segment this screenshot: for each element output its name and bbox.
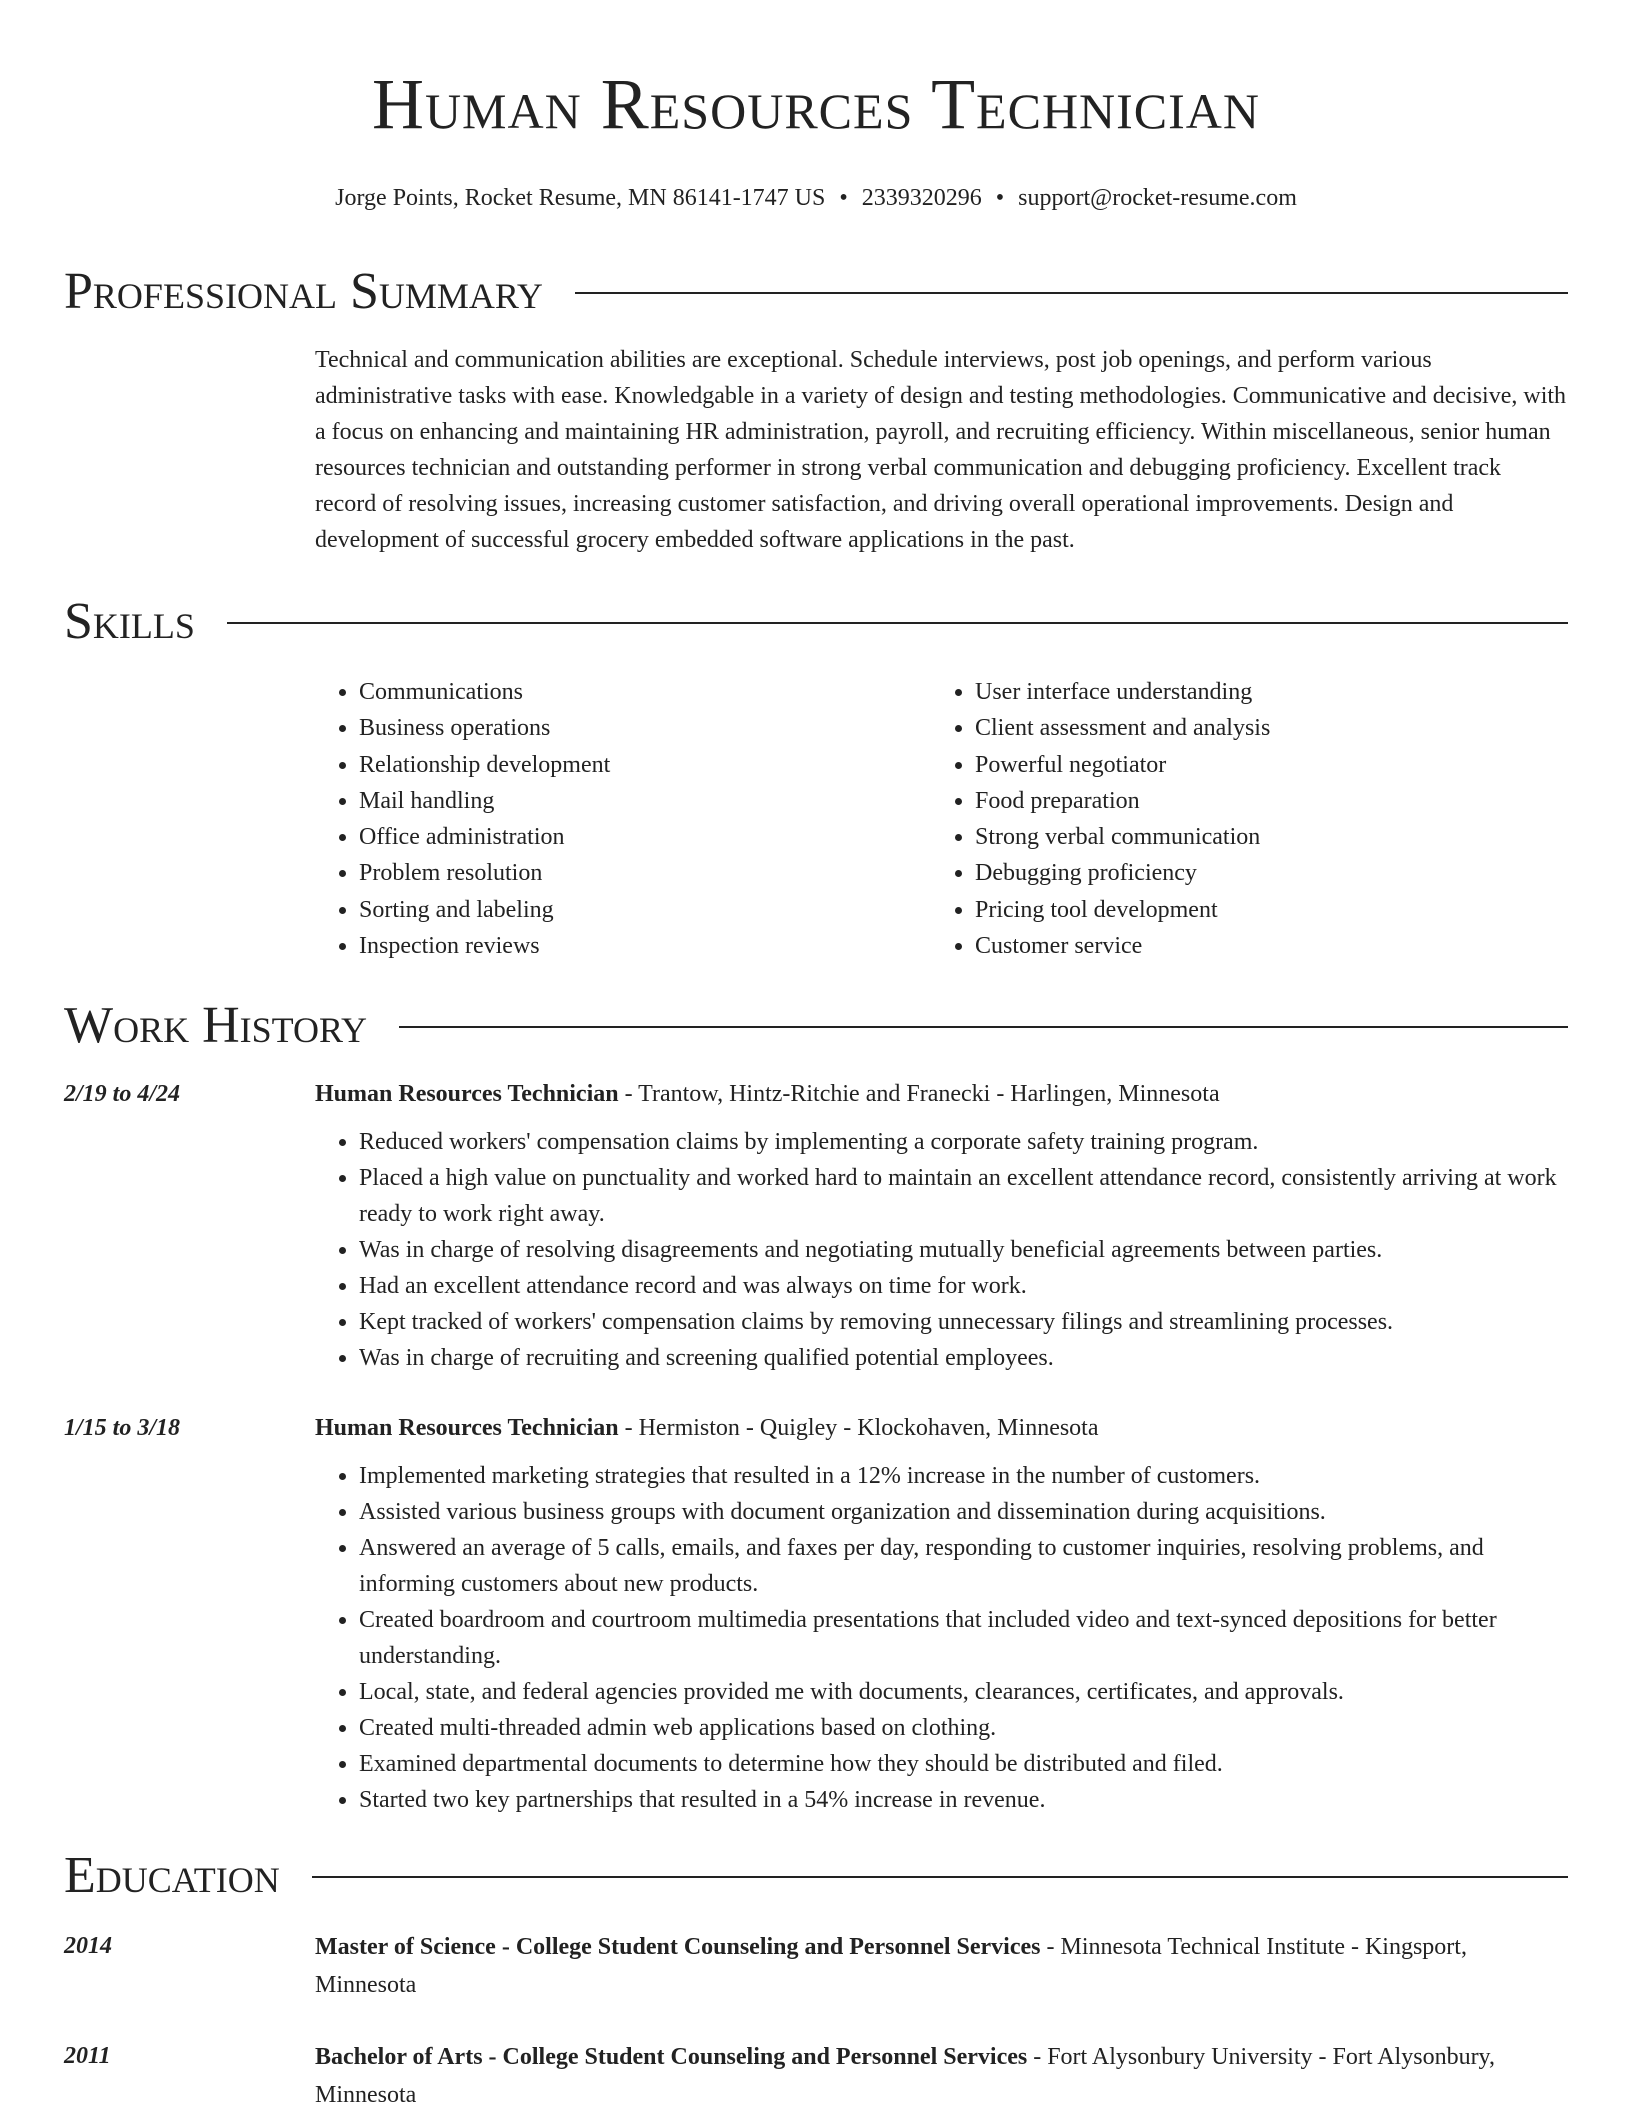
job-entry xyxy=(64,1076,1568,1376)
section-title-summary: Professional Summary xyxy=(64,263,543,320)
skills-list-left xyxy=(315,674,931,964)
skill-item: • Mail handling xyxy=(359,783,931,819)
contact-line xyxy=(64,182,1568,214)
job-heading xyxy=(315,1076,1568,1112)
skill-item: • Pricing tool development xyxy=(975,892,1270,928)
job-bullet: • Reduced workers' compensation claims by implementing a corporate safety training program. xyxy=(359,1124,1568,1160)
job-details xyxy=(315,1458,1568,1818)
section-title-skills: Skills xyxy=(64,593,195,650)
skill-item: • User interface understanding xyxy=(975,674,1270,710)
section-divider xyxy=(575,292,1568,294)
contact-email: support@rocket-resume.com xyxy=(1018,185,1297,211)
section-header xyxy=(64,990,1568,1062)
section-divider xyxy=(399,1026,1568,1028)
candidate-name: Human Resources Technician xyxy=(371,64,1261,144)
job-details xyxy=(315,1124,1568,1376)
contact-separator: • xyxy=(995,185,1005,211)
education-section xyxy=(64,1840,1568,2114)
summary-text: Technical and communication abilities are exceptional. Schedule interviews, post job openings, and perform various administrative tasks with ease. Knowledgable in a variety of design and testing methodologies. Communicative and decisive, with a focus on enhancing and maintaining HR administration, payroll, and recruiting efficiency. Within miscellaneous, senior human resources technician and outstanding performer in strong verbal communication and debugging proficiency. Excellent track record of resolving issues, increasing customer satisfaction, and driving overall operational improvements. Design and development of successful grocery embedded software applications in the past. xyxy=(315,347,1567,553)
job-bullet: • Started two key partnerships that resulted in a 54% increase in revenue. xyxy=(359,1782,1568,1818)
skill-item: • Powerful negotiator xyxy=(975,747,1270,783)
education-entry xyxy=(64,2038,1568,2114)
education-details xyxy=(315,1928,1568,2004)
job-title: Human Resources Technician xyxy=(315,1415,619,1442)
job-bullet: • Placed a high value on punctuality and worked hard to maintain an excellent attendance record, consistently arriving at work ready to work right away. xyxy=(359,1160,1568,1232)
job-bullet: • Answered an average of 5 calls, emails, and faxes per day, responding to customer inquiries, resolving problems, and informing customers about new products. xyxy=(359,1530,1568,1602)
job-dates: 1/15 to 3/18 xyxy=(64,1415,181,1442)
section-title-work: Work History xyxy=(64,997,368,1055)
skill-item: • Communications xyxy=(359,674,931,710)
section-title-education: Education xyxy=(64,1847,280,1905)
skill-item: • Food preparation xyxy=(975,783,1270,819)
skill-item: • Problem resolution xyxy=(359,855,931,891)
job-bullet: • Had an excellent attendance record and was always on time for work. xyxy=(359,1268,1568,1304)
summary-section xyxy=(64,256,1568,558)
job-bullet: • Created boardroom and courtroom multimedia presentations that included video and text-synced depositions for better understanding. xyxy=(359,1602,1568,1674)
contact-address: Jorge Points, Rocket Resume, MN 86141-1747 US xyxy=(335,185,826,211)
skills-list-right xyxy=(931,674,1270,964)
education-year: 2014 xyxy=(64,1933,112,1960)
job-bullet: • Kept tracked of workers' compensation claims by removing unnecessary filings and streamlining processes. xyxy=(359,1304,1568,1340)
job-header xyxy=(64,1076,1568,1112)
skill-item: • Debugging proficiency xyxy=(975,855,1270,891)
job-header xyxy=(64,1410,1568,1446)
skill-item: • Business operations xyxy=(359,710,931,746)
skill-item: • Relationship development xyxy=(359,747,931,783)
job-bullets xyxy=(315,1124,1568,1376)
job-bullet: • Implemented marketing strategies that resulted in a 12% increase in the number of customers. xyxy=(359,1458,1568,1494)
section-header xyxy=(64,1840,1568,1912)
skill-item: • Customer service xyxy=(975,928,1270,964)
section-divider xyxy=(227,622,1568,624)
job-employer: - Trantow, Hintz-Ritchie and Franecki - Harlingen, Minnesota xyxy=(618,1081,1220,1108)
education-school: - Minnesota Technical Institute - Kingsport, Minnesota xyxy=(315,1934,1467,1999)
work-history-section xyxy=(64,990,1568,1818)
section-header xyxy=(64,586,1568,658)
skill-item: • Client assessment and analysis xyxy=(975,710,1270,746)
job-bullet: • Examined departmental documents to determine how they should be distributed and filed. xyxy=(359,1746,1568,1782)
contact-separator: • xyxy=(839,185,848,211)
job-bullet: • Assisted various business groups with document organization and dissemination during acquisitions. xyxy=(359,1494,1568,1530)
skill-item: • Office administration xyxy=(359,819,931,855)
job-entry xyxy=(64,1410,1568,1818)
education-details xyxy=(315,2038,1568,2114)
job-bullet: • Was in charge of recruiting and screening qualified potential employees. xyxy=(359,1340,1568,1376)
job-title: Human Resources Technician xyxy=(315,1081,619,1108)
education-school: - Fort Alysonbury University - Fort Alysonbury, Minnesota xyxy=(315,2044,1495,2109)
job-heading xyxy=(315,1410,1568,1446)
job-bullet: • Local, state, and federal agencies provided me with documents, clearances, certificates, and approvals. xyxy=(359,1674,1568,1710)
skills-columns xyxy=(315,674,1568,964)
education-degree: Master of Science - College Student Counseling and Personnel Services xyxy=(315,1934,1041,1961)
skill-item: • Sorting and labeling xyxy=(359,892,931,928)
job-bullet: • Was in charge of resolving disagreements and negotiating mutually beneficial agreements between parties. xyxy=(359,1232,1568,1268)
contact-phone: 2339320296 xyxy=(861,185,982,211)
job-bullets xyxy=(315,1458,1568,1818)
education-degree: Bachelor of Arts - College Student Counseling and Personnel Services xyxy=(315,2044,1028,2071)
skills-section xyxy=(64,586,1568,964)
education-year: 2011 xyxy=(64,2043,111,2070)
job-employer: - Hermiston - Quigley - Klockohaven, Minnesota xyxy=(618,1415,1099,1442)
education-entry xyxy=(64,1928,1568,2004)
skill-item: • Inspection reviews xyxy=(359,928,931,964)
section-header xyxy=(64,256,1568,328)
section-divider xyxy=(312,1876,1568,1878)
job-dates: 2/19 to 4/24 xyxy=(64,1081,181,1108)
job-bullet: • Created multi-threaded admin web applications based on clothing. xyxy=(359,1710,1568,1746)
skill-item: • Strong verbal communication xyxy=(975,819,1270,855)
